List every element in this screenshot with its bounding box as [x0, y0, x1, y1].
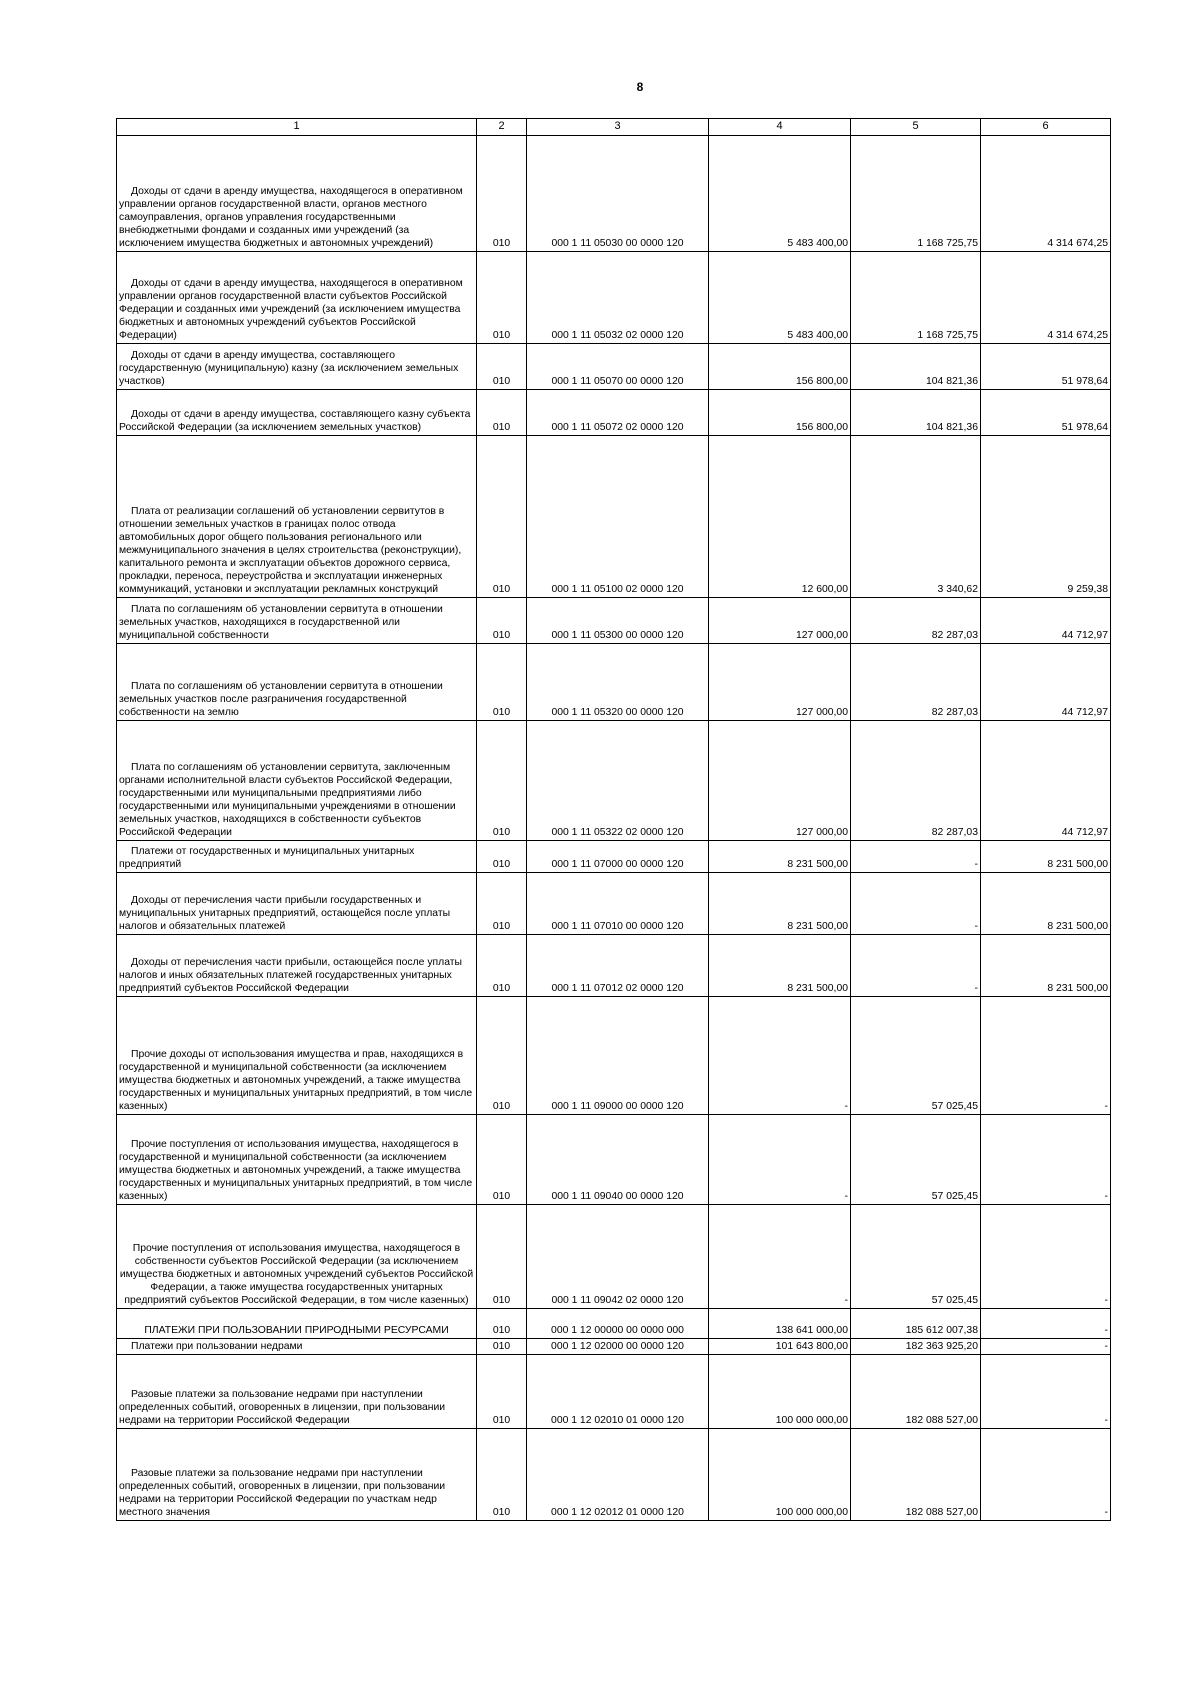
table-row	[117, 1355, 1111, 1429]
header-col-3: 3	[527, 119, 709, 136]
row-name: Плата по соглашениям об установлении сервитута в отношении земельных участков после разграничения государственной собственности на землю	[117, 644, 477, 721]
row-line-code: 010	[477, 344, 527, 390]
row-line-code: 010	[477, 935, 527, 997]
row-executed-amount: 3 340,62	[851, 436, 981, 598]
row-executed-amount: -	[851, 841, 981, 873]
row-remaining-amount: 8 231 500,00	[981, 841, 1111, 873]
row-name: Прочие поступления от использования имущества, находящегося в государственной и муниципальной собственности (за исключением имущества бюджетных и автономных учреждений, а также имущества государственных и муниципальных унитарных предприятий, в том числе казенных)	[117, 1115, 477, 1205]
row-executed-amount: -	[851, 873, 981, 935]
row-remaining-amount: -	[981, 1309, 1111, 1339]
row-kbk-code: 000 1 11 05032 02 0000 120	[527, 252, 709, 344]
row-planned-amount: 8 231 500,00	[709, 935, 851, 997]
row-planned-amount: -	[709, 997, 851, 1115]
row-line-code: 010	[477, 1339, 527, 1355]
row-executed-amount: 57 025,45	[851, 1205, 981, 1309]
table-row	[117, 436, 1111, 598]
row-planned-amount: 100 000 000,00	[709, 1429, 851, 1521]
row-remaining-amount: 9 259,38	[981, 436, 1111, 598]
row-name: Разовые платежи за пользование недрами при наступлении определенных событий, оговоренных в лицензии, при пользовании недрами на территории Российской Федерации	[117, 1355, 477, 1429]
row-kbk-code: 000 1 11 09000 00 0000 120	[527, 997, 709, 1115]
header-col-5: 5	[851, 119, 981, 136]
row-line-code: 010	[477, 390, 527, 436]
row-line-code: 010	[477, 1115, 527, 1205]
table-row	[117, 841, 1111, 873]
row-remaining-amount: -	[981, 1339, 1111, 1355]
row-planned-amount: 8 231 500,00	[709, 841, 851, 873]
row-planned-amount: 127 000,00	[709, 598, 851, 644]
row-remaining-amount: 8 231 500,00	[981, 935, 1111, 997]
row-line-code: 010	[477, 997, 527, 1115]
row-kbk-code: 000 1 11 05320 00 0000 120	[527, 644, 709, 721]
row-remaining-amount: -	[981, 1355, 1111, 1429]
row-line-code: 010	[477, 252, 527, 344]
page-number: 8	[636, 80, 644, 94]
row-remaining-amount: 51 978,64	[981, 390, 1111, 436]
table-row	[117, 1339, 1111, 1355]
row-name: Плата по соглашениям об установлении сервитута, заключенным органами исполнительной власти субъектов Российской Федерации, государственными или муниципальными предприятиями либо государственными или муниципальными учреждениями в отношении земельных участков, находящихся в собственности субъектов Российской Федерации	[117, 721, 477, 841]
row-executed-amount: 104 821,36	[851, 390, 981, 436]
table-row	[117, 252, 1111, 344]
table-row	[117, 1205, 1111, 1309]
row-name: Доходы от сдачи в аренду имущества, находящегося в оперативном управлении органов государственной власти субъектов Российской Федерации и созданных ими учреждений (за исключением имущества бюджетных и автономных учреждений субъектов Российской Федерации)	[117, 252, 477, 344]
row-line-code: 010	[477, 644, 527, 721]
table-row	[117, 136, 1111, 252]
row-name: Прочие поступления от использования имущества, находящегося в собственности субъектов Российской Федерации (за исключением имущества бюджетных и автономных учреждений субъектов Российской Федерации, а также имущества государственных унитарных предприятий субъектов Российской Федерации, в том числе казенных)	[117, 1205, 477, 1309]
row-name: Платежи при пользовании недрами	[117, 1339, 477, 1355]
row-executed-amount: 104 821,36	[851, 344, 981, 390]
row-kbk-code: 000 1 11 09040 00 0000 120	[527, 1115, 709, 1205]
table-row	[117, 997, 1111, 1115]
row-remaining-amount: -	[981, 997, 1111, 1115]
row-remaining-amount: 4 314 674,25	[981, 136, 1111, 252]
table-row	[117, 344, 1111, 390]
row-kbk-code: 000 1 11 05070 00 0000 120	[527, 344, 709, 390]
row-name: Разовые платежи за пользование недрами при наступлении определенных событий, оговоренных в лицензии, при пользовании недрами на территории Российской Федерации по участкам недр местного значения	[117, 1429, 477, 1521]
row-executed-amount: 57 025,45	[851, 1115, 981, 1205]
table-row	[117, 1309, 1111, 1339]
table-header-row	[117, 119, 1111, 136]
table-row	[117, 390, 1111, 436]
row-kbk-code: 000 1 11 07000 00 0000 120	[527, 841, 709, 873]
row-name: Доходы от перечисления части прибыли государственных и муниципальных унитарных предприятий, остающейся после уплаты налогов и обязательных платежей	[117, 873, 477, 935]
row-planned-amount: -	[709, 1205, 851, 1309]
table-row	[117, 873, 1111, 935]
row-kbk-code: 000 1 12 02012 01 0000 120	[527, 1429, 709, 1521]
row-name: Доходы от сдачи в аренду имущества, находящегося в оперативном управлении органов государственной власти, органов местного самоуправления, органов управления государственными внебюджетными фондами и созданных ими учреждений (за исключением имущества бюджетных и автономных учреждений)	[117, 136, 477, 252]
row-planned-amount: 156 800,00	[709, 390, 851, 436]
row-kbk-code: 000 1 11 05030 00 0000 120	[527, 136, 709, 252]
row-remaining-amount: 44 712,97	[981, 721, 1111, 841]
row-kbk-code: 000 1 11 05100 02 0000 120	[527, 436, 709, 598]
row-line-code: 010	[477, 1205, 527, 1309]
row-executed-amount: 182 363 925,20	[851, 1339, 981, 1355]
row-kbk-code: 000 1 11 09042 02 0000 120	[527, 1205, 709, 1309]
row-line-code: 010	[477, 1429, 527, 1521]
row-name: Плата от реализации соглашений об установлении сервитутов в отношении земельных участков в границах полос отвода автомобильных дорог общего пользования регионального или межмуниципального значения в целях строительства (реконструкции), капитального ремонта и эксплуатации объектов дорожного сервиса, прокладки, переноса, переустройства и эксплуатации инженерных коммуникаций, установки и эксплуатации рекламных конструкций	[117, 436, 477, 598]
row-executed-amount: 185 612 007,38	[851, 1309, 981, 1339]
row-line-code: 010	[477, 136, 527, 252]
row-line-code: 010	[477, 721, 527, 841]
revenue-table	[116, 118, 1111, 1521]
row-remaining-amount: -	[981, 1205, 1111, 1309]
row-kbk-code: 000 1 12 00000 00 0000 000	[527, 1309, 709, 1339]
table-row	[117, 1429, 1111, 1521]
row-remaining-amount: 44 712,97	[981, 598, 1111, 644]
row-kbk-code: 000 1 11 07012 02 0000 120	[527, 935, 709, 997]
row-kbk-code: 000 1 12 02010 01 0000 120	[527, 1355, 709, 1429]
row-line-code: 010	[477, 1355, 527, 1429]
row-kbk-code: 000 1 11 05072 02 0000 120	[527, 390, 709, 436]
table-row	[117, 644, 1111, 721]
row-line-code: 010	[477, 436, 527, 598]
row-name: Доходы от перечисления части прибыли, остающейся после уплаты налогов и иных обязательных платежей государственных унитарных предприятий субъектов Российской Федерации	[117, 935, 477, 997]
row-planned-amount: 127 000,00	[709, 721, 851, 841]
row-kbk-code: 000 1 11 05300 00 0000 120	[527, 598, 709, 644]
row-line-code: 010	[477, 841, 527, 873]
row-remaining-amount: -	[981, 1429, 1111, 1521]
row-executed-amount: 82 287,03	[851, 721, 981, 841]
row-planned-amount: 5 483 400,00	[709, 136, 851, 252]
header-col-4: 4	[709, 119, 851, 136]
row-executed-amount: 82 287,03	[851, 644, 981, 721]
table-row	[117, 935, 1111, 997]
row-line-code: 010	[477, 873, 527, 935]
row-planned-amount: 156 800,00	[709, 344, 851, 390]
row-executed-amount: 182 088 527,00	[851, 1355, 981, 1429]
table-row	[117, 598, 1111, 644]
row-planned-amount: -	[709, 1115, 851, 1205]
row-name: Прочие доходы от использования имущества и прав, находящихся в государственной и муниципальной собственности (за исключением имущества бюджетных и автономных учреждений, а также имущества государственных и муниципальных унитарных предприятий, в том числе казенных)	[117, 997, 477, 1115]
row-name: ПЛАТЕЖИ ПРИ ПОЛЬЗОВАНИИ ПРИРОДНЫМИ РЕСУРСАМИ	[117, 1309, 477, 1339]
row-executed-amount: -	[851, 935, 981, 997]
row-kbk-code: 000 1 12 02000 00 0000 120	[527, 1339, 709, 1355]
row-kbk-code: 000 1 11 05322 02 0000 120	[527, 721, 709, 841]
row-remaining-amount: 8 231 500,00	[981, 873, 1111, 935]
row-planned-amount: 100 000 000,00	[709, 1355, 851, 1429]
header-col-2: 2	[477, 119, 527, 136]
header-col-6: 6	[981, 119, 1111, 136]
row-executed-amount: 57 025,45	[851, 997, 981, 1115]
table-row	[117, 1115, 1111, 1205]
row-executed-amount: 1 168 725,75	[851, 136, 981, 252]
row-planned-amount: 101 643 800,00	[709, 1339, 851, 1355]
row-remaining-amount: 51 978,64	[981, 344, 1111, 390]
row-executed-amount: 1 168 725,75	[851, 252, 981, 344]
row-planned-amount: 12 600,00	[709, 436, 851, 598]
row-line-code: 010	[477, 1309, 527, 1339]
row-executed-amount: 82 287,03	[851, 598, 981, 644]
row-name: Доходы от сдачи в аренду имущества, составляющего государственную (муниципальную) казну (за исключением земельных участков)	[117, 344, 477, 390]
row-planned-amount: 127 000,00	[709, 644, 851, 721]
row-remaining-amount: -	[981, 1115, 1111, 1205]
row-remaining-amount: 4 314 674,25	[981, 252, 1111, 344]
row-planned-amount: 138 641 000,00	[709, 1309, 851, 1339]
row-kbk-code: 000 1 11 07010 00 0000 120	[527, 873, 709, 935]
row-name: Платежи от государственных и муниципальных унитарных предприятий	[117, 841, 477, 873]
header-col-1: 1	[117, 119, 477, 136]
row-remaining-amount: 44 712,97	[981, 644, 1111, 721]
row-planned-amount: 5 483 400,00	[709, 252, 851, 344]
row-planned-amount: 8 231 500,00	[709, 873, 851, 935]
row-line-code: 010	[477, 598, 527, 644]
row-executed-amount: 182 088 527,00	[851, 1429, 981, 1521]
row-name: Плата по соглашениям об установлении сервитута в отношении земельных участков, находящихся в государственной или муниципальной собственности	[117, 598, 477, 644]
table-row	[117, 721, 1111, 841]
row-name: Доходы от сдачи в аренду имущества, составляющего казну субъекта Российской Федерации (за исключением земельных участков)	[117, 390, 477, 436]
